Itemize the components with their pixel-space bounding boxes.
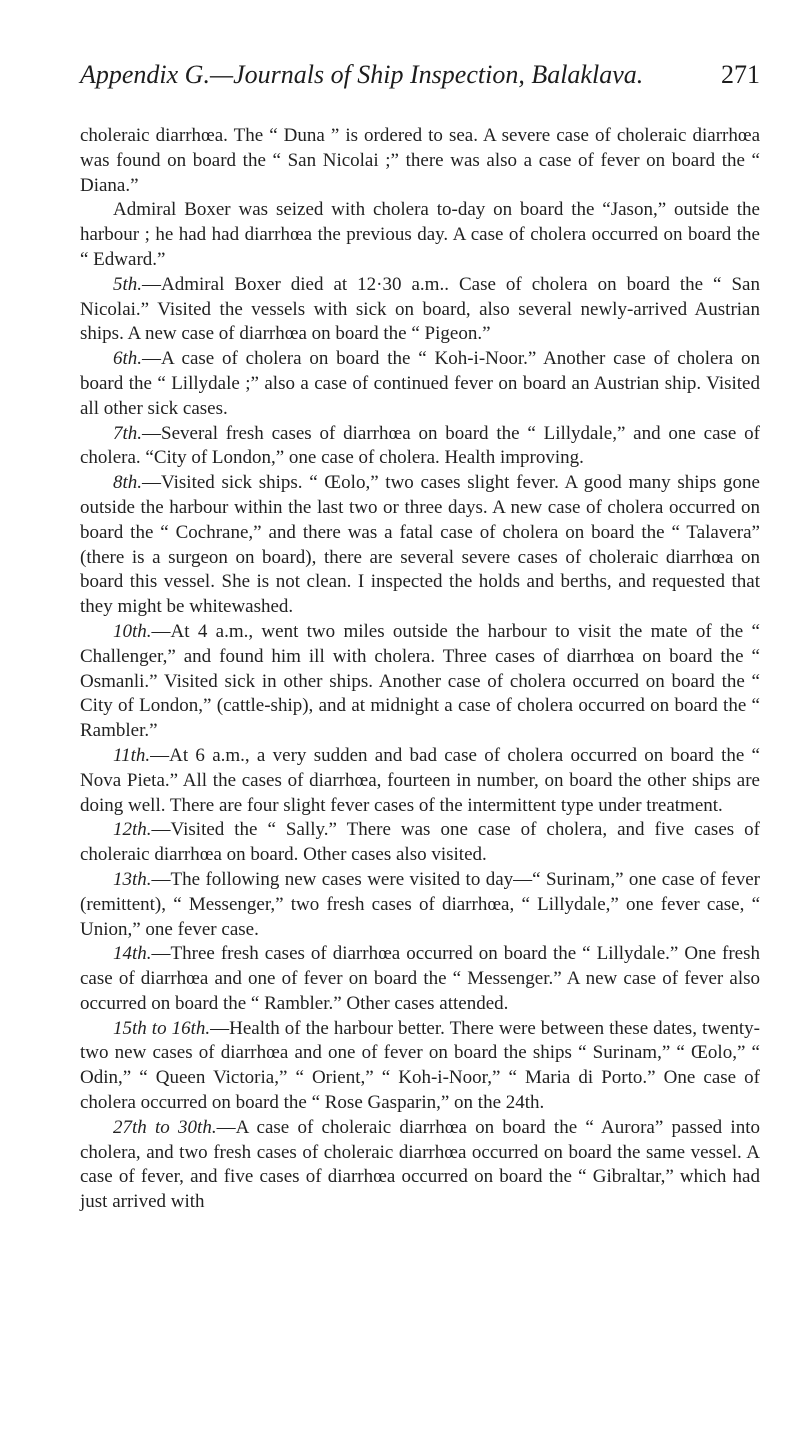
journal-entry <box>80 124 760 198</box>
entry-date: 8th. <box>113 472 143 494</box>
entry-date: 12th. <box>113 819 152 841</box>
header-title: Appendix G.—Journals of Ship Inspection, Balaklava. <box>80 60 644 89</box>
journal-entry <box>80 198 760 272</box>
running-header <box>80 60 760 90</box>
journal-entry <box>80 1017 760 1116</box>
entry-date: 5th. <box>113 273 143 295</box>
journal-entry <box>80 471 760 620</box>
entry-date: 13th. <box>113 868 152 890</box>
entry-text: —Several fresh cases of diarrhœa on board the “ Lillydale,” and one case of cholera. “City of London,” one case of cholera. Health improving. <box>80 422 760 469</box>
entry-text: —Three fresh cases of diarrhœa occurred on board the “ Lillydale.” One fresh case of diarrhœa and one of fever on board the “ Messenger.” A new case of fever also occurred on board the “ Rambler.” Other cases attended. <box>80 943 760 1014</box>
entry-text: —The following new cases were visited to day—“ Surinam,” one case of fever (remittent), “ Messenger,” two fresh cases of diarrhœa, “ Lillydale,” one fever case, “ Union,” one fever case. <box>80 868 760 940</box>
journal-entry <box>80 942 760 1016</box>
journal-entry <box>80 347 760 421</box>
entry-text: —Visited sick ships. “ Œolo,” two cases slight fever. A good many ships gone outside the harbour within the last two or three days. A new case of cholera occurred on board the “ Cochrane,” and there was a fatal case of cholera on board the “ Talavera” (there is a surgeon on board), there are several severe cases of choleraic diarrhœa on board this vessel. She is not clean. I inspected the holds and berths, and requested that they might be whitewashed. <box>80 472 760 618</box>
entry-text: choleraic diarrhœa. The “ Duna ” is ordered to sea. A severe case of choleraic diarrhœa was found on board the “ San Nicolai ;” there was also a case of fever on board the “ Diana.” <box>80 125 760 196</box>
entry-date: 14th. <box>113 943 152 965</box>
entry-text: —A case of choleraic diarrhœa on board the “ Aurora” passed into cholera, and two fresh cases of choleraic diarrhœa occurred on board the same vessel. A case of fever, and five cases of diarrhœa occurred on board the “ Gibraltar,” which had just arrived with <box>80 1116 760 1213</box>
entry-date: 7th. <box>113 422 143 444</box>
journal-entry <box>80 422 760 472</box>
journal-entry <box>80 1116 760 1215</box>
entry-date: 15th to 16th. <box>113 1017 211 1039</box>
entry-text: —Visited the “ Sally.” There was one case of cholera, and five cases of choleraic diarrhœa on board. Other cases also visited. <box>80 819 760 866</box>
journal-entry <box>80 744 760 818</box>
journal-entry <box>80 620 760 744</box>
entry-text: —A case of cholera on board the “ Koh-i-Noor.” Another case of cholera on board the “ Lillydale ;” also a case of continued fever on board an Austrian ship. Visited all other sick cases. <box>80 348 760 419</box>
entry-date: 11th. <box>113 744 151 766</box>
journal-entry <box>80 818 760 868</box>
journal-entry <box>80 868 760 942</box>
entry-text: —Health of the harbour better. There were between these dates, twenty-two new cases of diarrhœa and one of fever on board the ships “ Surinam,” “ Œolo,” “ Odin,” “ Queen Victoria,” “ Orient,” “ Koh-i-Noor,” “ Maria di Porto.” One case of cholera occurred on board the “ Rose Gasparin,” on the 24th. <box>80 1017 761 1114</box>
entry-date: 27th to 30th. <box>113 1116 217 1138</box>
journal-body <box>80 124 760 1215</box>
entry-text: Admiral Boxer was seized with cholera to-day on board the “Jason,” outside the harbour ; he had had diarrhœa the previous day. A case of cholera occurred on board the “ Edward.” <box>80 199 760 270</box>
entry-text: —At 6 a.m., a very sudden and bad case of cholera occurred on board the “ Nova Pieta.” All the cases of diarrhœa, fourteen in number, on board the other ships are doing well. There are four slight fever cases of the intermittent type under treatment. <box>80 744 760 816</box>
entry-text: —At 4 a.m., went two miles outside the harbour to visit the mate of the “ Challenger,” and found him ill with cholera. Three cases of diarrhœa on board the “ Osmanli.” Visited sick in other ships. Another case of cholera occurred on board the “ City of London,” (cattle-ship), and at midnight a case of cholera occurred on board the “ Rambler.” <box>80 620 760 742</box>
page-number: 271 <box>721 60 760 89</box>
entry-date: 10th. <box>113 620 152 642</box>
entry-date: 6th. <box>113 348 143 370</box>
journal-entry <box>80 273 760 347</box>
document-page <box>80 60 760 1215</box>
entry-text: —Admiral Boxer died at 12·30 a.m.. Case of cholera on board the “ San Nicolai.” Visited the vessels with sick on board, also several newly-arrived Austrian ships. A new case of diarrhœa on board the “ Pigeon.” <box>80 273 760 345</box>
